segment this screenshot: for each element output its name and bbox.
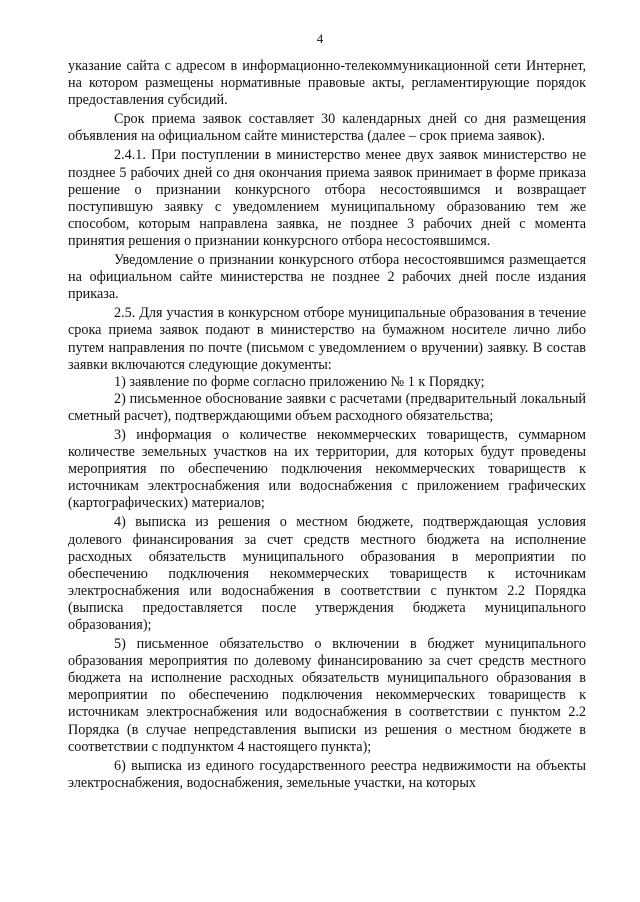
list-item-2: 2) письменное обоснование заявки с расчетами (предварительный локальный сметный расчет), подтверждающими объем расходного обязательства;: [68, 390, 586, 424]
list-item-4: 4) выписка из решения о местном бюджете, подтверждающая условия долевого финансирования за счет средств местного бюджета на исполнение расходных обязательств муниципального образования в мероприятии по обеспечению подключения некоммерческих товариществ к источникам электроснабжения или водоснабжения в соответствии с пунктом 2.2 Порядка (выписка предоставляется после утверждения бюджета муниципального образования);: [68, 514, 586, 633]
paragraph-site-reference: указание сайта с адресом в информационно-телекоммуникационной сети Интернет, на котором размещены нормативные правовые акты, регламентирующие порядок предоставления субсидий.: [68, 58, 586, 109]
paragraph-notification: Уведомление о признании конкурсного отбора несостоявшимся размещается на официальном сайте министерства не позднее 2 рабочих дней после издания приказа.: [68, 252, 586, 303]
paragraph-2-4-1: 2.4.1. При поступлении в министерство менее двух заявок министерство не позднее 5 рабочих дней со дня окончания приема заявок принимает в форме приказа решение о признании конкурсного отбора несостоявшимся и возвращает поступившую заявку с уведомлением муниципальному образованию тем же способом, которым направлена заявка, не позднее 3 рабочих дней с момента принятия решения о признании конкурсного отбора несостоявшимся.: [68, 147, 586, 249]
page-number: 4: [316, 31, 324, 46]
list-item-6: 6) выписка из единого государственного реестра недвижимости на объекты электроснабжения, водоснабжения, земельные участки, на которых: [68, 757, 586, 791]
list-item-5: 5) письменное обязательство о включении в бюджет муниципального образования мероприятия по долевому финансированию за счет средств местного бюджета на исполнение расходных обязательств муниципального образования в мероприятии по обеспечению подключения некоммерческих товариществ к источникам электроснабжения или водоснабжения в соответствии с пунктом 2.2 Порядка (в случае непредставления выписки из решения о местном бюджете в соответствии с подпунктом 4 настоящего пункта);: [68, 636, 586, 755]
paragraph-2-5: 2.5. Для участия в конкурсном отборе муниципальные образования в течение срока приема заявок подают в министерство на бумажном носителе лично либо путем направления по почте (письмом с уведомлением о вручении) заявку. В состав заявки включаются следующие документы:: [68, 305, 586, 373]
list-item-1: 1) заявление по форме согласно приложению № 1 к Порядку;: [114, 373, 485, 390]
list-item-3: 3) информация о количестве некоммерческих товариществ, суммарном количестве земельных участков на их территории, для которых будут проведены мероприятия по обеспечению подключения некоммерческих товариществ к источникам электроснабжения или водоснабжения с приложением графических (картографических) материалов;: [68, 426, 586, 512]
document-body: [68, 58, 586, 792]
paragraph-application-period: Срок приема заявок составляет 30 календарных дней со дня размещения объявления на официальном сайте министерства (далее – срок приема заявок).: [68, 111, 586, 145]
